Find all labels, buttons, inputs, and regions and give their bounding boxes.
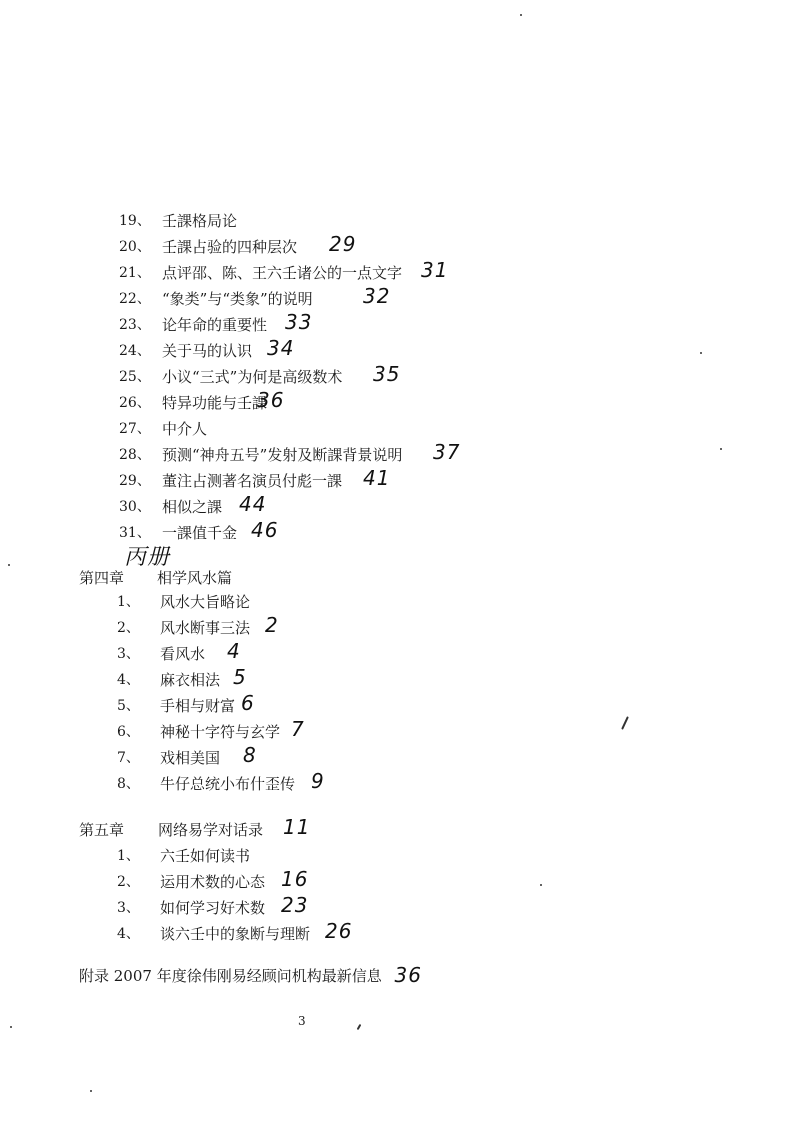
toc-item [117, 691, 477, 718]
handwritten-page-note: 36 [394, 963, 422, 987]
scan-speck [540, 884, 542, 886]
toc-item [119, 466, 539, 493]
scan-speck [8, 564, 10, 566]
toc-item-title: 预测“神舟五号”发射及断課背景说明 [162, 446, 403, 464]
toc-item [119, 310, 539, 337]
toc-item-title: 风水断事三法 [160, 619, 251, 637]
toc-item-number: 22、 [119, 291, 151, 307]
toc-item-title: 谈六壬中的象断与理断 [160, 925, 311, 943]
scan-speck [700, 352, 702, 354]
toc-item [119, 362, 539, 389]
toc-item-title: 看风水 [160, 645, 206, 663]
handwritten-page-note: 11 [283, 815, 311, 839]
toc-item-number: 4、 [117, 672, 140, 688]
toc-item [119, 518, 539, 545]
toc-item [117, 590, 477, 614]
handwritten-page-note: 33 [285, 310, 313, 334]
chapter-title: 相学风水篇 [157, 569, 233, 587]
chapter-label: 第四章 [79, 569, 125, 587]
toc-item-number: 24、 [119, 343, 151, 359]
toc-item-title: 关于马的认识 [162, 342, 253, 360]
handwritten-page-note: 29 [329, 232, 357, 256]
toc-item-title: 一課值千金 [162, 524, 238, 542]
toc-item [119, 258, 559, 285]
toc-item [119, 492, 539, 519]
toc-item-title: 运用术数的心态 [160, 873, 266, 891]
chapter-heading [79, 566, 379, 590]
toc-item-title: 神秘十字符与玄学 [160, 723, 281, 741]
toc-item-number: 2、 [117, 874, 140, 890]
toc-item-title: 特异功能与壬課 [162, 394, 268, 412]
toc-item [117, 743, 477, 770]
toc-item-title: 论年命的重要性 [162, 316, 268, 334]
toc-item-title: 牛仔总统小布什歪传 [160, 775, 296, 793]
toc-item [117, 893, 457, 920]
toc-item-number: 21、 [119, 265, 151, 281]
toc-item-title: 壬課格局论 [162, 212, 238, 230]
appendix-title: 附录 2007 年度徐伟刚易经顾问机构最新信息 [79, 967, 382, 985]
toc-item-title: 风水大旨略论 [160, 593, 251, 611]
toc-item [117, 919, 457, 946]
toc-item [119, 209, 539, 233]
toc-item-title: 相似之課 [162, 498, 223, 516]
handwritten-page-note: 37 [433, 440, 461, 464]
chapter-heading [79, 815, 399, 842]
toc-item [119, 417, 539, 441]
toc-item-title: 点评邵、陈、王六壬诸公的一点文字 [162, 264, 403, 282]
toc-item [117, 613, 477, 640]
toc-item-number: 31、 [119, 525, 151, 541]
toc-item-title: 小议“三式”为何是高级数术 [162, 368, 343, 386]
toc-item-number: 25、 [119, 369, 151, 385]
handwritten-page-note: 9 [311, 769, 325, 793]
toc-item-number: 28、 [119, 447, 151, 463]
toc-item-number: 1、 [117, 848, 140, 864]
chapter-title: 网络易学对话录 [158, 821, 264, 839]
handwritten-page-note: 26 [325, 919, 353, 943]
toc-item [119, 440, 559, 467]
scan-speck [720, 448, 722, 450]
scan-speck [357, 1024, 362, 1030]
toc-item-number: 29、 [119, 473, 151, 489]
toc-item-number: 7、 [117, 750, 140, 766]
handwritten-page-note: 46 [251, 518, 279, 542]
toc-item-title: 戏相美国 [160, 749, 221, 767]
toc-item [119, 284, 539, 311]
toc-item-number: 4、 [117, 926, 140, 942]
toc-item [117, 639, 477, 666]
toc-item-number: 20、 [119, 239, 151, 255]
toc-item-number: 27、 [119, 421, 151, 437]
toc-item-number: 30、 [119, 499, 151, 515]
toc-item-number: 6、 [117, 724, 140, 740]
toc-item-number: 3、 [117, 900, 140, 916]
toc-item-number: 1、 [117, 594, 140, 610]
handwritten-page-note: 16 [281, 867, 309, 891]
scan-speck [621, 716, 629, 730]
toc-item [117, 769, 477, 796]
toc-item [117, 867, 457, 894]
toc-item-number: 19、 [119, 213, 151, 229]
toc-item-number: 3、 [117, 646, 140, 662]
handwritten-page-note: 31 [421, 258, 449, 282]
handwritten-page-note: 23 [281, 893, 309, 917]
handwritten-page-note: 44 [239, 492, 267, 516]
handwritten-chapter-note: 丙册 [124, 545, 171, 570]
handwritten-page-note: 36 [257, 388, 285, 412]
toc-item [119, 388, 539, 415]
handwritten-page-note: 7 [291, 717, 305, 741]
toc-item [119, 336, 539, 363]
toc-item-number: 2、 [117, 620, 140, 636]
handwritten-page-note: 35 [373, 362, 401, 386]
handwritten-page-note: 5 [233, 665, 247, 689]
scan-speck [90, 1090, 92, 1092]
toc-item-title: 如何学习好术数 [160, 899, 266, 917]
toc-item [117, 665, 477, 692]
handwritten-page-note: 4 [227, 639, 241, 663]
handwritten-page-note: 32 [363, 284, 391, 308]
toc-item [117, 844, 457, 868]
toc-item [119, 232, 539, 259]
toc-item-number: 23、 [119, 317, 151, 333]
toc-item-title: 麻衣相法 [160, 671, 221, 689]
handwritten-page-note: 6 [241, 691, 255, 715]
toc-item-title: 中介人 [162, 420, 208, 438]
toc-item-title: 手相与财富 [160, 697, 236, 715]
appendix-entry [79, 962, 422, 988]
toc-item-number: 8、 [117, 776, 140, 792]
handwritten-page-note: 8 [243, 743, 257, 767]
toc-item-title: 壬課占验的四种层次 [162, 238, 298, 256]
toc-item-number: 26、 [119, 395, 151, 411]
toc-item [117, 717, 477, 744]
handwritten-page-note: 2 [265, 613, 279, 637]
chapter-label: 第五章 [79, 821, 125, 839]
toc-item-title: 董注占测著名演员付彪一課 [162, 472, 343, 490]
scan-speck [10, 1026, 12, 1028]
page-number: 3 [298, 1014, 306, 1028]
toc-item-title: “象类”与“类象”的说明 [162, 290, 313, 308]
toc-item-title: 六壬如何读书 [160, 847, 251, 865]
handwritten-page-note: 41 [363, 466, 391, 490]
scan-speck [520, 14, 522, 16]
handwritten-page-note: 34 [267, 336, 295, 360]
toc-item-number: 5、 [117, 698, 140, 714]
